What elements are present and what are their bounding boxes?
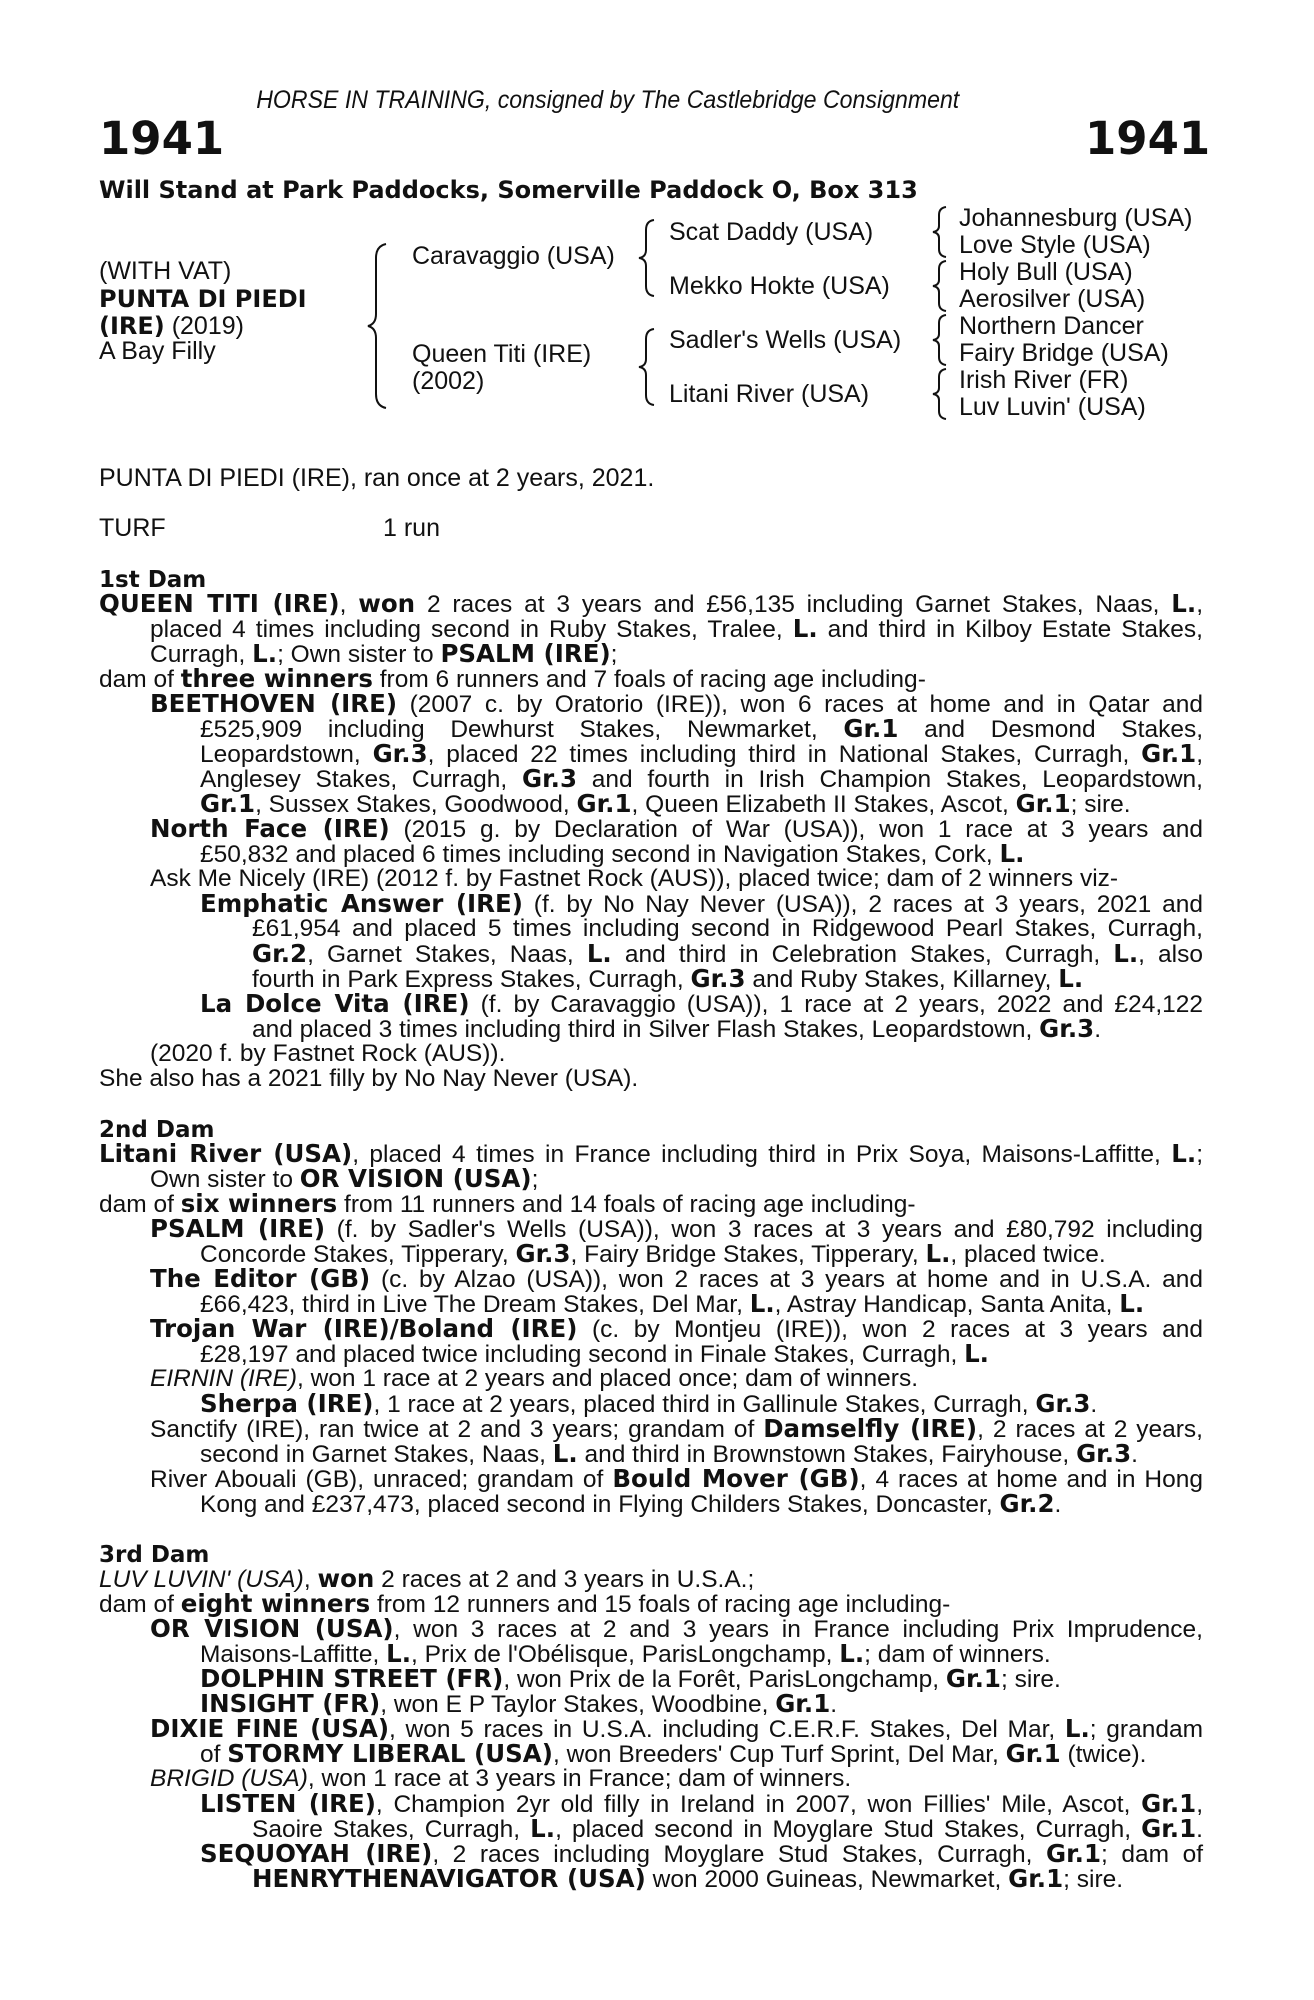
text-run: , 2 races including Moyglare Stud Stakes, Curragh, (432, 1841, 1046, 1868)
text-run: , (1196, 591, 1203, 618)
bold-text: L. (586, 939, 612, 968)
text-run: , won Breeders' Cup Turf Sprint, Del Mar, (552, 1741, 1006, 1768)
bold-text: HENRYTHENAVIGATOR (USA) (252, 1864, 646, 1893)
third-dam-line (252, 1866, 1123, 1892)
bold-text: L. (1171, 589, 1197, 618)
bold-text: Gr.1 (1045, 1839, 1102, 1868)
text-run: , Champion 2yr old filly in Ireland in 2007, won Fillies' Mile, Ascot, (375, 1791, 1142, 1818)
bold-text: Gr.1 (1005, 1739, 1061, 1768)
bold-text: North Face (IRE) (150, 814, 390, 843)
text-run: ; dam of winners. (864, 1641, 1051, 1668)
text-run: Ask Me Nicely (IRE) (2012 f. by Fastnet Rock (AUS)), placed twice; dam of 2 winners viz- (150, 865, 1119, 892)
text-run: ; (531, 1166, 539, 1193)
text-run: Curragh, (150, 641, 253, 668)
second-dam-line (150, 1216, 1203, 1242)
bold-text: L. (530, 1814, 556, 1843)
pedigree-ggd-4: Luv Luvin' (USA) (959, 393, 1146, 421)
bold-text: L. (999, 839, 1025, 868)
text-run: ; dam of (1101, 1841, 1204, 1868)
second-dam-line (150, 1316, 1203, 1342)
text-run: Sanctify (IRE), ran twice at 2 and 3 years; grandam of (150, 1416, 764, 1443)
bold-text: Gr.1 (200, 789, 256, 818)
bold-text: BEETHOVEN (IRE) (150, 689, 398, 718)
first-dam-line (200, 891, 1203, 917)
bold-text: L. (925, 1239, 951, 1268)
bold-text: Gr.3 (372, 739, 428, 768)
text-run: (c. by Montjeu (IRE)), won 2 races at 3 years and (577, 1316, 1203, 1343)
text-run: ; sire. (1000, 1666, 1061, 1693)
text-run: (2015 g. by Declaration of War (USA)), won 1 race at 3 years and (389, 816, 1204, 843)
pedigree-sire-sire: Scat Daddy (USA) (669, 218, 874, 246)
text-run: , placed 22 times including third in National Stakes, Curragh, (427, 741, 1142, 768)
bold-text: Gr.1 (945, 1664, 1001, 1693)
text-run: and placed 3 times including third in Silver Flash Stakes, Leopardstown, (252, 1016, 1040, 1043)
first-dam-line (252, 1016, 1101, 1042)
pedigree-ggd-1: Love Style (USA) (959, 231, 1151, 259)
bold-text: Gr.1 (843, 714, 899, 743)
text-run: . (1094, 1016, 1102, 1043)
text-run: (twice). (1060, 1741, 1147, 1768)
pedigree-ggs-4: Irish River (FR) (959, 366, 1129, 394)
bold-text: L. (839, 1639, 865, 1668)
pedigree-brace-dam (636, 325, 658, 409)
first-dam-line (99, 591, 1203, 617)
text-run: (2007 c. by Oratorio (IRE)), won 6 races at home and in Qatar and (397, 691, 1203, 718)
bold-text: Gr.3 (1076, 1439, 1132, 1468)
text-run: £66,423, third in Live The Dream Stakes, Del Mar, (200, 1291, 750, 1318)
bold-text: QUEEN TITI (IRE) (99, 589, 340, 618)
text-run: and third in Celebration Stakes, Curragh, (611, 941, 1114, 968)
bold-text: DIXIE FINE (USA) (150, 1714, 390, 1743)
third-dam-line (150, 1616, 1203, 1642)
text-run: , won 5 races in U.S.A. including C.E.R.F. Stakes, Del Mar, (389, 1716, 1065, 1743)
text-run: Leopardstown, (200, 741, 373, 768)
bold-text: Damselfly (IRE) (763, 1414, 978, 1443)
text-run: , (303, 1566, 318, 1593)
bold-text: PSALM (IRE) (150, 1214, 326, 1243)
bold-text: Gr.2 (252, 939, 308, 968)
pedigree-dam: Queen Titi (IRE) (412, 340, 592, 368)
pedigree-brace-sire (636, 216, 658, 300)
bold-text: Gr.1 (775, 1689, 831, 1718)
bold-text: L. (1119, 1289, 1145, 1318)
text-run: Kong and £237,473, placed second in Flying Childers Stakes, Doncaster, (200, 1491, 1000, 1518)
pedigree-ggs-1: Johannesburg (USA) (959, 204, 1193, 232)
text-run: . (1196, 1816, 1203, 1843)
third-dam-line (150, 1766, 851, 1791)
stabling-line: Will Stand at Park Paddocks, Somerville Paddock O, Box 313 (99, 176, 918, 204)
text-run: . (1054, 1491, 1062, 1518)
text-run: from 12 runners and 15 foals of racing age including- (370, 1591, 951, 1618)
text-run: , won 3 races at 2 and 3 years in France including Prix Imprudence, (393, 1616, 1203, 1643)
text-run: and Desmond Stakes, (898, 716, 1204, 743)
bold-text: Emphatic Answer (IRE) (200, 889, 523, 918)
bold-text: OR VISION (USA) (150, 1614, 394, 1643)
bold-text: LISTEN (IRE) (200, 1789, 376, 1818)
bold-text: won (317, 1564, 375, 1593)
first-dam-line (252, 916, 1203, 941)
pedigree-brace-g4 (930, 366, 950, 422)
text-run: , placed twice. (950, 1241, 1106, 1268)
first-dam-line (150, 616, 1203, 642)
text-run: , (1196, 741, 1203, 768)
text-run: dam of (99, 666, 181, 693)
text-run: , placed 4 times in France including third in Prix Soya, Maisons-Laffitte, (352, 1141, 1172, 1168)
pedigree-dam-year: (2002) (412, 367, 485, 395)
text-run: , won 1 race at 3 years in France; dam of winners. (307, 1765, 852, 1792)
italic-text: BRIGID (USA) (150, 1765, 308, 1792)
text-run: (f. by Sadler's Wells (USA)), won 3 races at 3 years and £80,792 including (325, 1216, 1204, 1243)
bold-text: SEQUOYAH (IRE) (200, 1839, 433, 1868)
text-run: (f. by No Nay Never (USA)), 2 races at 3 years, 2021 and (522, 891, 1203, 918)
text-run: , (339, 591, 359, 618)
lot-number-right: 1941 (1085, 112, 1211, 165)
first-dam-line (200, 716, 1203, 742)
text-run: , Garnet Stakes, Naas, (307, 941, 587, 968)
horse-country: (IRE) (99, 312, 165, 340)
text-run: ; Own sister to (277, 641, 441, 668)
text-run: , (1196, 1791, 1204, 1818)
text-run: . (1090, 1391, 1098, 1418)
pedigree-brace-g3 (930, 312, 950, 368)
text-run: ; (610, 641, 618, 668)
bold-text: L. (552, 1439, 578, 1468)
text-run: from 6 runners and 7 foals of racing age including- (372, 666, 926, 693)
second-dam-heading: 2nd Dam (99, 1117, 215, 1143)
text-run: of (200, 1741, 228, 1768)
text-run: Anglesey Stakes, Curragh, (200, 766, 522, 793)
bold-text: won (358, 589, 416, 618)
bold-text: Gr.3 (521, 764, 578, 793)
text-run: , Fairy Bridge Stakes, Tipperary, (570, 1241, 926, 1268)
text-run: from 11 runners and 14 foals of racing age including- (337, 1191, 916, 1218)
first-dam-line (99, 1066, 638, 1091)
text-run: , Prix de l'Obélisque, ParisLongchamp, (411, 1641, 840, 1668)
text-run: She also has a 2021 filly by No Nay Never (USA). (99, 1065, 639, 1092)
third-dam-line (200, 1791, 1203, 1817)
bold-text: Gr.1 (1008, 1864, 1064, 1893)
text-run: ; (1196, 1141, 1203, 1168)
text-run: and third in Kilboy Estate Stakes, (817, 616, 1203, 643)
consignor-line: HORSE IN TRAINING, consigned by The Castlebridge Consignment (256, 86, 960, 114)
bold-text: Gr.3 (1035, 1389, 1091, 1418)
first-dam-line (200, 741, 1203, 767)
second-dam-line (99, 1141, 1203, 1167)
second-dam-line (150, 1366, 918, 1391)
first-dam-line (150, 866, 1118, 891)
text-run: , Queen Elizabeth II Stakes, Ascot, (631, 791, 1016, 818)
text-run: dam of (99, 1191, 181, 1218)
text-run: , 1 race at 2 years, placed third in Gallinule Stakes, Curragh, (373, 1391, 1036, 1418)
second-dam-line (200, 1491, 1061, 1517)
horse-name: PUNTA DI PIEDI (99, 285, 307, 313)
bold-text: DOLPHIN STREET (FR) (200, 1664, 504, 1693)
text-run: won 2000 Guineas, Newmarket, (645, 1866, 1009, 1893)
text-run: £525,909 including Dewhurst Stakes, Newmarket, (200, 716, 844, 743)
text-run: , 4 races at home and in Hong (859, 1466, 1203, 1493)
bold-text: Litani River (USA) (99, 1139, 353, 1168)
pedigree-brace-g2 (930, 258, 950, 314)
pedigree-dam-sire: Sadler's Wells (USA) (669, 326, 902, 354)
pedigree-dam-dam: Litani River (USA) (669, 380, 870, 408)
second-dam-line (200, 1341, 989, 1367)
bold-text: La Dolce Vita (IRE) (200, 989, 470, 1018)
text-run: ; sire. (1070, 791, 1131, 818)
pedigree-sire: Caravaggio (USA) (412, 242, 615, 270)
bold-text: STORMY LIBERAL (USA) (227, 1739, 553, 1768)
text-run: . (1131, 1441, 1138, 1468)
first-dam-heading: 1st Dam (99, 567, 207, 593)
pedigree-ggd-2: Aerosilver (USA) (959, 285, 1146, 313)
horse-description: A Bay Filly (99, 337, 216, 365)
text-run: placed 4 times including second in Ruby Stakes, Tralee, (150, 616, 793, 643)
bold-text: Gr.3 (515, 1239, 571, 1268)
text-run: , won E P Taylor Stakes, Woodbine, (380, 1691, 776, 1718)
text-run: Own sister to (150, 1166, 300, 1193)
text-run: £61,954 and placed 5 times including second in Ridgewood Pearl Stakes, Curragh, (252, 915, 1203, 942)
bold-text: Gr.3 (690, 964, 746, 993)
text-run: , also (1138, 941, 1203, 968)
text-run: , placed second in Moyglare Stud Stakes, Curragh, (555, 1816, 1142, 1843)
text-run: and fourth in Irish Champion Stakes, Leopardstown, (577, 766, 1203, 793)
text-run: £28,197 and placed twice including second in Finale Stakes, Curragh, (200, 1341, 965, 1368)
pedigree-brace-g1 (930, 204, 950, 260)
bold-text: Sherpa (IRE) (200, 1389, 374, 1418)
pedigree-ggs-2: Holy Bull (USA) (959, 258, 1133, 286)
text-run: dam of (99, 1591, 181, 1618)
text-run: Saoire Stakes, Curragh, (252, 1816, 531, 1843)
text-run: 2 races at 3 years and £56,135 including Garnet Stakes, Naas, (415, 591, 1172, 618)
bold-text: L. (1113, 939, 1139, 968)
race-record-runs: 1 run (383, 514, 440, 542)
bold-text: Gr.2 (999, 1489, 1055, 1518)
bold-text: INSIGHT (FR) (200, 1689, 381, 1718)
bold-text: OR VISION (USA) (299, 1164, 532, 1193)
bold-text: L. (964, 1339, 989, 1368)
bold-text: L. (386, 1639, 412, 1668)
pedigree-ggs-3: Northern Dancer (959, 312, 1144, 340)
bold-text: L. (252, 639, 278, 668)
first-dam-line (150, 1041, 505, 1066)
bold-text: L. (792, 614, 818, 643)
text-run: , 2 races at 2 years, (977, 1416, 1203, 1443)
italic-text: EIRNIN (IRE) (150, 1365, 297, 1392)
text-run: and third in Brownstown Stakes, Fairyhouse, (577, 1441, 1077, 1468)
text-run: 2 races at 2 and 3 years in U.S.A.; (374, 1566, 755, 1593)
text-run: Concorde Stakes, Tipperary, (200, 1241, 516, 1268)
bold-text: L. (1064, 1714, 1090, 1743)
bold-text: L. (749, 1289, 775, 1318)
third-dam-line (200, 1741, 1146, 1767)
text-run: , Sussex Stakes, Goodwood, (255, 791, 577, 818)
bold-text: L. (1058, 964, 1084, 993)
text-run: River Abouali (GB), unraced; grandam of (150, 1466, 613, 1493)
bold-text: Bould Mover (GB) (612, 1464, 860, 1493)
text-run: (2020 f. by Fastnet Rock (AUS)). (150, 1040, 506, 1067)
text-run: fourth in Park Express Stakes, Curragh, (252, 966, 691, 993)
bold-text: Trojan War (IRE)/Boland (IRE) (150, 1314, 578, 1343)
bold-text: PSALM (IRE) (440, 639, 611, 668)
race-record-summary: PUNTA DI PIEDI (IRE), ran once at 2 years, 2021. (99, 464, 655, 492)
text-run: £50,832 and placed 6 times including second in Navigation Stakes, Cork, (200, 841, 1000, 868)
first-dam-line (200, 841, 1024, 867)
pedigree-brace-main (364, 240, 390, 412)
bold-text: Gr.1 (576, 789, 632, 818)
bold-text: L. (1171, 1139, 1197, 1168)
vat-note: (WITH VAT) (99, 257, 232, 285)
second-dam-line (150, 1416, 1203, 1442)
bold-text: Gr.1 (1141, 1789, 1197, 1818)
text-run: (c. by Alzao (USA)), won 2 races at 3 years at home and in U.S.A. and (370, 1266, 1203, 1293)
first-dam-line (150, 816, 1203, 842)
bold-text: Gr.1 (1141, 739, 1197, 768)
text-run: ; sire. (1063, 1866, 1124, 1893)
bold-text: six winners (180, 1189, 338, 1218)
lot-number-left: 1941 (99, 112, 225, 165)
text-run: and Ruby Stakes, Killarney, (745, 966, 1059, 993)
bold-text: Gr.3 (1039, 1014, 1095, 1043)
text-run: ; grandam (1089, 1716, 1203, 1743)
text-run: , won 1 race at 2 years and placed once; dam of winners. (297, 1365, 919, 1392)
first-dam-line (150, 691, 1203, 717)
italic-text: LUV LUVIN' (USA) (99, 1566, 304, 1593)
text-run: second in Garnet Stakes, Naas, (200, 1441, 553, 1468)
text-run: Maisons-Laffitte, (200, 1641, 387, 1668)
bold-text: eight winners (180, 1589, 371, 1618)
bold-text: The Editor (GB) (150, 1264, 371, 1293)
bold-text: three winners (180, 664, 373, 693)
second-dam-line (150, 1266, 1203, 1292)
race-record-surface: TURF (99, 514, 166, 542)
bold-text: Gr.1 (1141, 1814, 1197, 1843)
bold-text: Gr.1 (1015, 789, 1071, 818)
text-run: , Astray Handicap, Santa Anita, (774, 1291, 1120, 1318)
pedigree-ggd-3: Fairy Bridge (USA) (959, 339, 1169, 367)
pedigree-sire-dam: Mekko Hokte (USA) (669, 272, 890, 300)
text-run: , won Prix de la Forêt, ParisLongchamp, (503, 1666, 946, 1693)
text-run: . (830, 1691, 838, 1718)
text-run: (f. by Caravaggio (USA)), 1 race at 2 years, 2022 and £24,122 (469, 991, 1203, 1018)
horse-year: (2019) (164, 312, 244, 340)
third-dam-heading: 3rd Dam (99, 1542, 210, 1568)
